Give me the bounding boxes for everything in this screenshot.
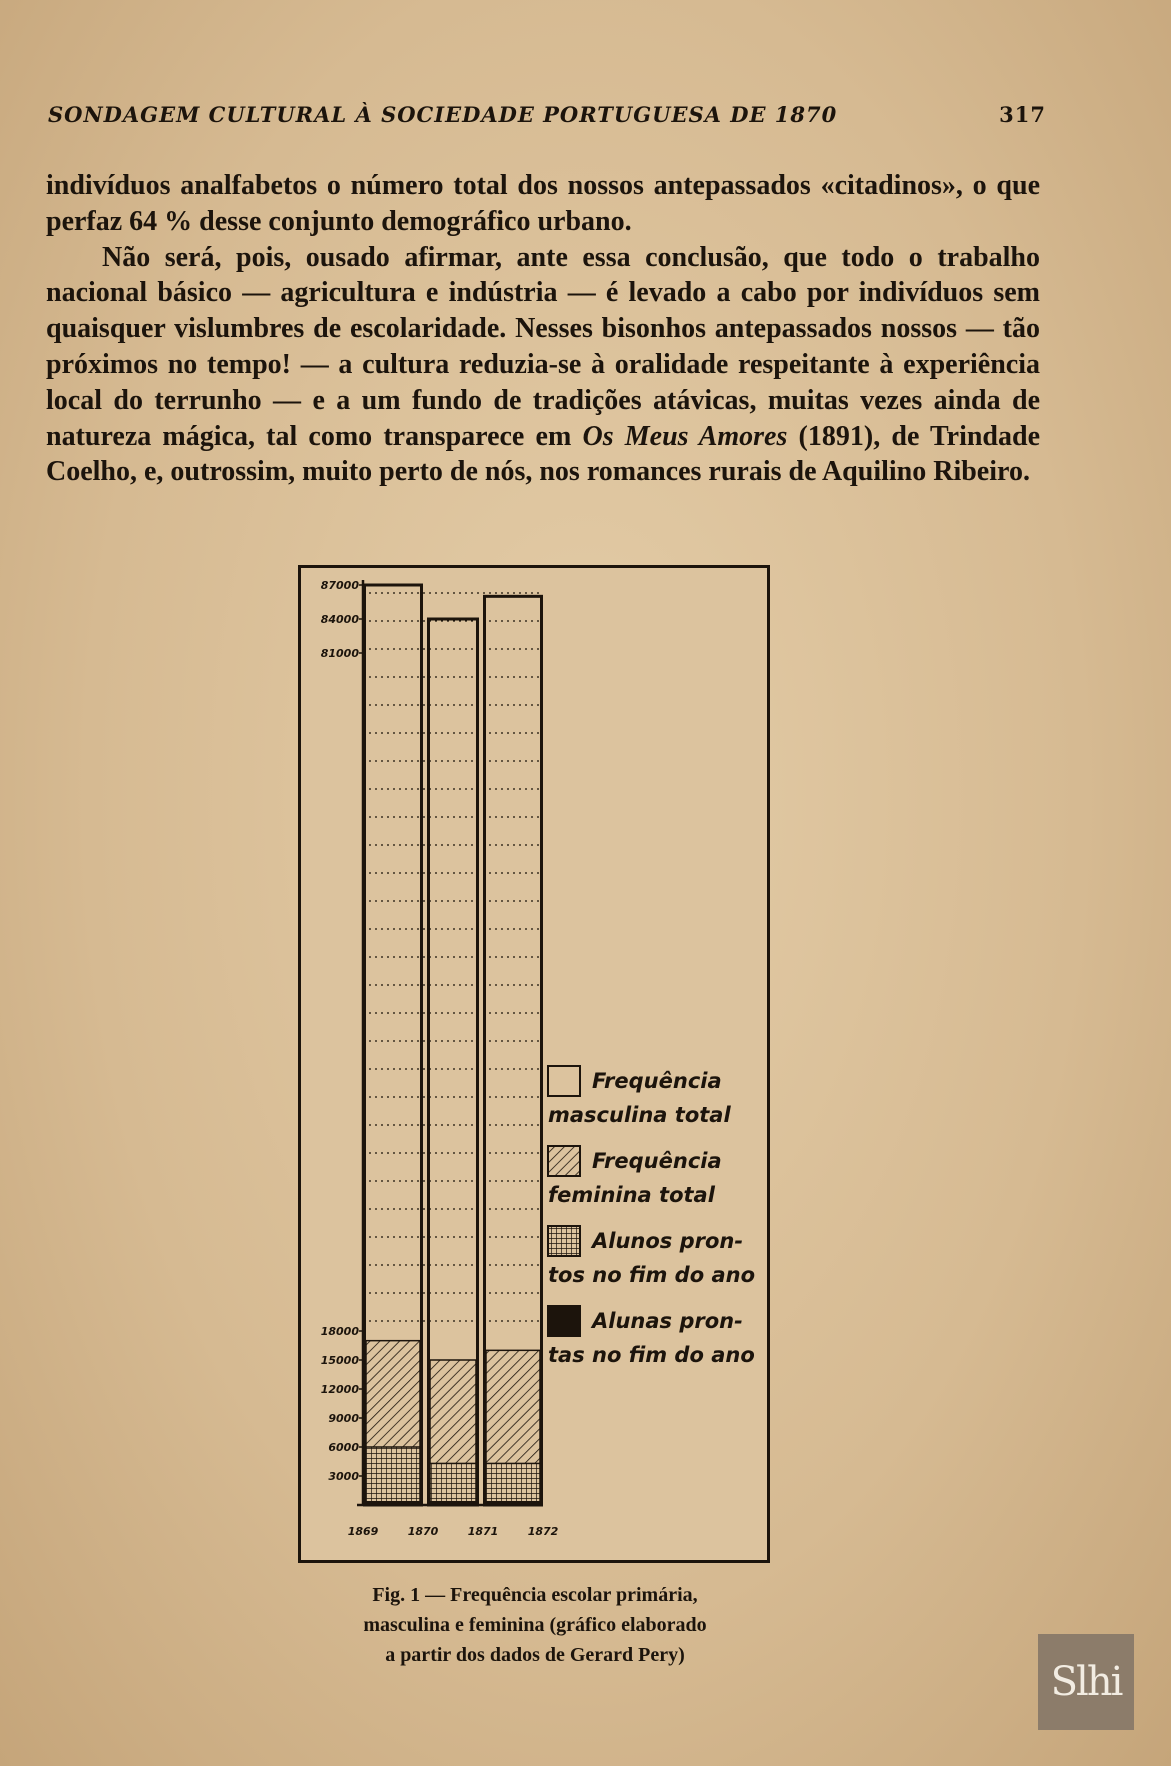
- x-tick-label: 1871: [467, 1525, 499, 1538]
- y-tick-label: 18000: [320, 1325, 359, 1338]
- bar-alunas-prontas: [366, 1501, 420, 1505]
- legend-label: Alunos pron-: [592, 1229, 744, 1253]
- y-tick-label: 87000: [320, 579, 359, 592]
- book-title: Os Meus Amores: [582, 420, 788, 452]
- body-text: [46, 168, 1040, 490]
- bar-alunos-prontos: [430, 1463, 476, 1505]
- y-tick-label: 9000: [328, 1412, 359, 1425]
- legend-label: Frequência: [592, 1069, 722, 1093]
- bar-alunos-prontos: [366, 1447, 420, 1505]
- paragraph-1: indivíduos analfabetos o número total dos nossos antepassados «citadinos», o que perfaz 64 % desse conjunto demográfico urbano.: [46, 170, 1040, 237]
- x-tick-label: 1872: [527, 1525, 559, 1538]
- figure-chart: [298, 565, 770, 1563]
- bar-alunos-prontos: [486, 1463, 540, 1505]
- x-tick-label: 1870: [407, 1525, 439, 1538]
- x-tick-label: 1869: [347, 1525, 379, 1538]
- caption-line-1: Fig. 1 — Frequência escolar primária,: [372, 1584, 698, 1606]
- legend-label: Frequência: [592, 1149, 722, 1173]
- running-header: [48, 96, 1046, 132]
- legend-label: tas no fim do ano: [548, 1343, 755, 1367]
- y-tick-label: 12000: [320, 1383, 359, 1396]
- figure-caption: [305, 1580, 765, 1670]
- y-tick-label: 3000: [328, 1470, 359, 1483]
- legend-swatch: [548, 1066, 580, 1096]
- y-tick-label: 6000: [328, 1441, 359, 1454]
- archive-logo: Slhi: [1038, 1634, 1134, 1730]
- running-title: SONDAGEM CULTURAL À SOCIEDADE PORTUGUESA DE 1870: [48, 101, 838, 127]
- paragraph-2: [46, 240, 1040, 491]
- legend-label: masculina total: [548, 1103, 731, 1127]
- legend-swatch: [548, 1306, 580, 1336]
- paragraph-2-part-a: Não será, pois, ousado afirmar, ante essa conclusão, que todo o trabalho nacional básico — agricultura e indústria — é levado a cabo por indivíduos sem quaisquer vislumbres de escolaridade. Nesses bisonhos antepassados nossos — tão próximos no tempo! — a cultura reduzia-se à oralidade respeitante à experiência local do terrunho — e a um fundo de tradições atávicas, muitas vezes ainda de natureza mágica, tal como transparece em: [46, 241, 1040, 452]
- paragraph-2-part-b: (1891), de Trindade Coelho, e, outrossim, muito perto de nós, nos romances rurais de Aquilino Ribeiro.: [46, 420, 1041, 488]
- y-tick-label: 84000: [320, 613, 359, 626]
- legend-label: Alunas pron-: [592, 1309, 743, 1333]
- legend-label: tos no fim do ano: [548, 1263, 756, 1287]
- bar-alunas-prontas: [486, 1501, 540, 1505]
- caption-line-2: masculina e feminina (gráfico elaborado: [363, 1614, 707, 1636]
- y-tick-label: 15000: [320, 1354, 359, 1367]
- legend-label: feminina total: [548, 1183, 715, 1207]
- page-number: 317: [999, 101, 1046, 127]
- bar-chart: [301, 568, 767, 1560]
- caption-line-3: a partir dos dados de Gerard Pery): [385, 1644, 685, 1666]
- legend-swatch: [548, 1226, 580, 1256]
- bar-alunas-prontas: [430, 1501, 476, 1505]
- y-tick-label: 81000: [320, 647, 359, 660]
- legend-swatch: [548, 1146, 580, 1176]
